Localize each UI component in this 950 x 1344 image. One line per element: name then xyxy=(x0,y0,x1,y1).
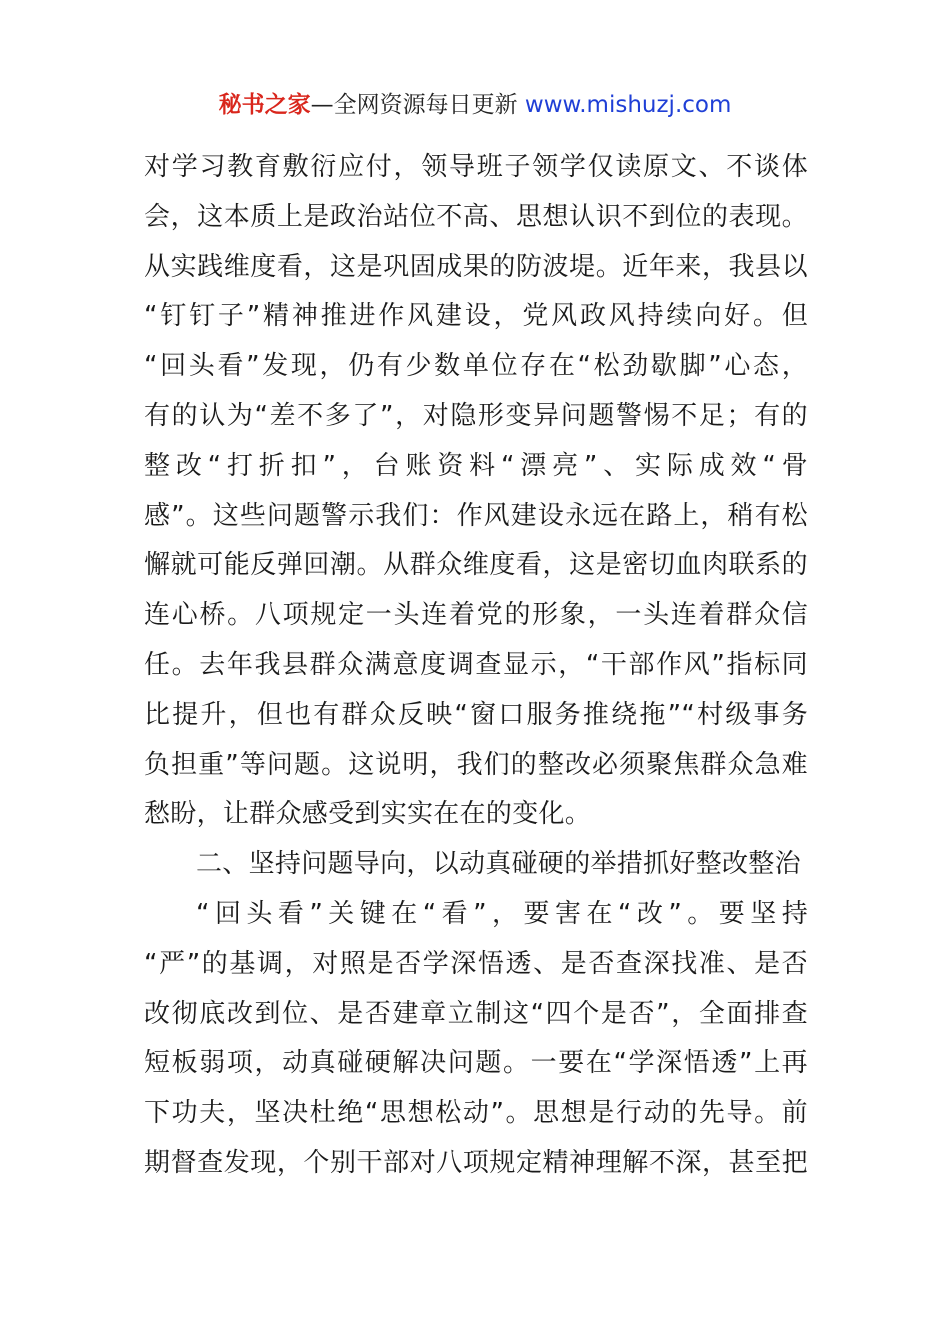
paragraph-line: “回头看”关键在“看”，要害在“改”。要坚持 xyxy=(196,898,808,929)
paragraph-line: 下功夫，坚决杜绝“思想松动”。思想是行动的先导。前 xyxy=(144,1098,808,1129)
paragraph-line: “严”的基调，对照是否学深悟透、是否查深找准、是否 xyxy=(144,948,808,979)
paragraph-line: 感”。这些问题警示我们：作风建设永远在路上，稍有松 xyxy=(144,500,808,531)
paragraph-line: “回头看”发现，仍有少数单位存在“松劲歇脚”心态， xyxy=(144,351,808,382)
section-heading: 二、坚持问题导向，以动真碰硬的举措抓好整改整治 xyxy=(196,849,801,880)
paragraph-line: 比提升，但也有群众反映“窗口服务推绕拖”“村级事务 xyxy=(144,699,808,730)
paragraph-line: 从实践维度看，这是巩固成果的防波堤。近年来，我县以 xyxy=(144,251,808,282)
paragraph-line: 会，这本质上是政治站位不高、思想认识不到位的表现。 xyxy=(144,201,808,232)
paragraph-line: 任。去年我县群众满意度调查显示，“干部作风”指标同 xyxy=(144,649,808,680)
paragraph-line: 短板弱项，动真碰硬解决问题。一要在“学深悟透”上再 xyxy=(144,1048,808,1079)
paragraph-line: 负担重”等问题。这说明，我们的整改必须聚焦群众急难 xyxy=(144,749,808,780)
paragraph-line: 对学习教育敷衍应付，领导班子领学仅读原文、不谈体 xyxy=(144,152,808,182)
paragraph-line: “钉钉子”精神推进作风建设，党风政风持续向好。但 xyxy=(144,301,808,332)
page-header xyxy=(0,88,950,122)
website-link[interactable]: www.mishuzj.com xyxy=(524,92,732,118)
header-tagline: —全网资源每日更新 xyxy=(310,92,518,118)
paragraph-line: 改彻底改到位、是否建章立制这“四个是否”，全面排查 xyxy=(144,998,808,1029)
brand-name: 秘书之家 xyxy=(218,92,311,118)
paragraph-line: 整改“打折扣”，台账资料“漂亮”、实际成效“骨 xyxy=(144,450,808,481)
document-body xyxy=(144,143,808,1189)
paragraph-line: 有的认为“差不多了”，对隐形变异问题警惕不足；有的 xyxy=(144,400,808,431)
paragraph-line: 懈就可能反弹回潮。从群众维度看，这是密切血肉联系的 xyxy=(144,550,808,581)
paragraph-line: 愁盼，让群众感受到实实在在的变化。 xyxy=(144,799,592,830)
paragraph-line: 连心桥。八项规定一头连着党的形象，一头连着群众信 xyxy=(144,600,808,631)
paragraph-line: 期督查发现，个别干部对八项规定精神理解不深，甚至把 xyxy=(144,1147,808,1178)
